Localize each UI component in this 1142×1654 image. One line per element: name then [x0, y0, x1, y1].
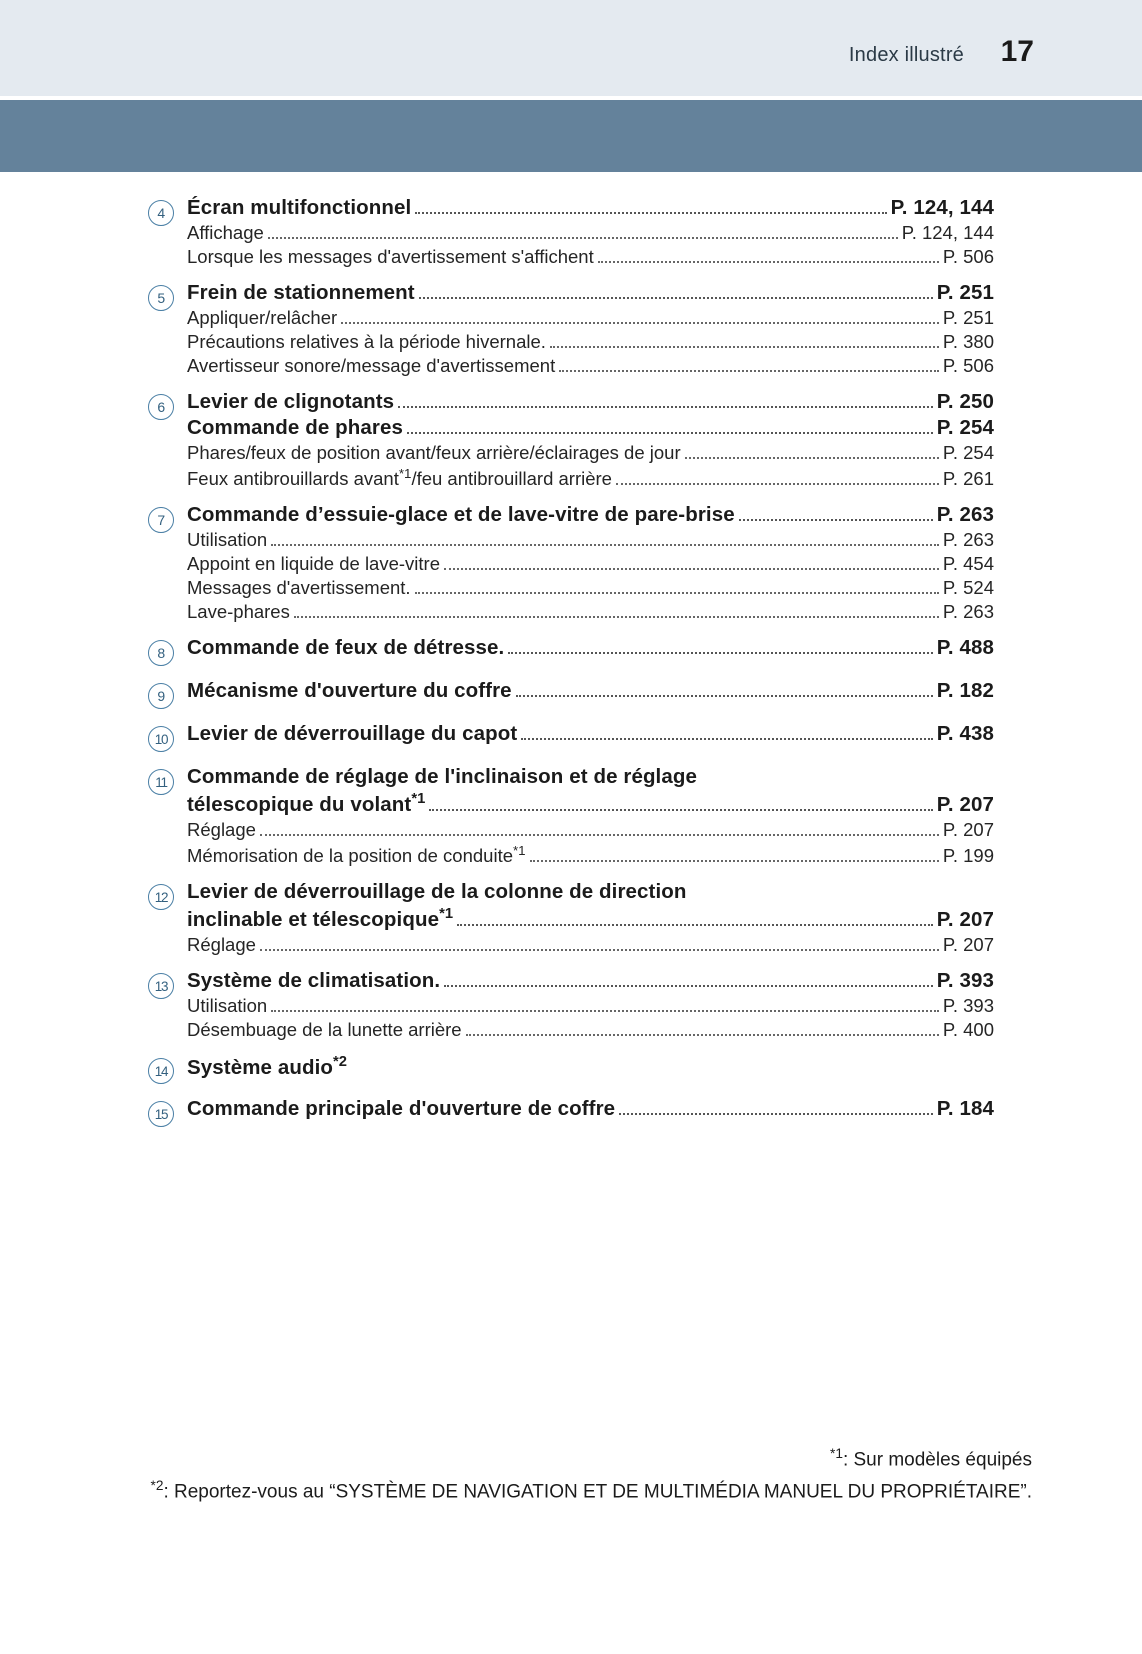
entry-page-reference: P. 124, 144 [890, 196, 994, 219]
dot-leader [415, 211, 886, 214]
entry-page-reference: P. 400 [942, 1018, 994, 1040]
index-subentry-line[interactable] [187, 1019, 994, 1041]
entry-page-reference: P. 454 [942, 553, 994, 575]
dot-leader [415, 591, 939, 594]
index-entry-line[interactable] [187, 196, 994, 220]
footnote-marker: *2 [150, 1478, 164, 1494]
dot-leader [530, 859, 939, 862]
dot-leader [598, 260, 939, 263]
entry-label: Utilisation [187, 529, 268, 551]
entry-page-reference: P. 199 [942, 845, 994, 867]
index-entry-line[interactable] [187, 416, 994, 440]
index-entry-line[interactable] [187, 1097, 994, 1121]
index-subentry-line[interactable] [187, 222, 994, 244]
index-entry[interactable] [148, 679, 994, 709]
page-number: 17 [1000, 35, 1034, 68]
index-entry-line[interactable] [187, 503, 994, 527]
entry-page-reference: P. 184 [936, 1096, 994, 1120]
entry-label: Réglage [187, 933, 256, 955]
dot-leader [457, 923, 933, 926]
illustrated-index-list [148, 196, 994, 1140]
entry-label: Commande de feux de détresse. [187, 636, 505, 660]
footnote-2: $^{*2}$: Reportez-vous au “SYSTÈME DE NAVIGATION ET DE MULTIMÉDIA MANUEL DU PROPRIÉTAIRE”. [150, 1478, 1032, 1503]
index-entry[interactable] [148, 722, 994, 752]
index-entry-line[interactable] [187, 390, 994, 414]
entry-number-badge: 14 [148, 1058, 174, 1084]
index-entry[interactable] [148, 880, 994, 956]
dot-leader [508, 651, 932, 654]
dot-leader [407, 431, 933, 434]
page-header-band [0, 0, 1142, 96]
entry-body [187, 765, 994, 867]
entry-number-badge: 10 [148, 726, 174, 752]
dot-leader [271, 1009, 939, 1012]
footnotes [120, 1444, 1032, 1506]
entry-label: Feux antibrouillards avant$^{*1}$/feu antibrouillard arrière [187, 466, 612, 490]
entry-page-reference: P. 251 [936, 281, 994, 304]
dot-leader [444, 984, 933, 987]
index-entry[interactable] [148, 503, 994, 623]
index-entry[interactable] [148, 196, 994, 268]
entry-page-reference: P. 207 [942, 818, 994, 840]
index-subentry-line[interactable] [187, 246, 994, 268]
entry-number-badge: 9 [148, 683, 174, 709]
footnote-marker: *2 [333, 1053, 347, 1070]
index-entry-line[interactable] [187, 679, 994, 703]
entry-page-reference: P. 251 [942, 307, 994, 328]
index-subentry-line[interactable] [187, 331, 994, 353]
entry-page-reference: P. 393 [936, 968, 994, 992]
dot-leader [616, 482, 939, 485]
entry-number-badge: 6 [148, 394, 174, 420]
footnote-marker: *1 [411, 791, 426, 808]
entry-label: Lorsque les messages d'avertissement s'affichent [187, 246, 594, 267]
dot-leader [516, 694, 933, 697]
entry-label: Système de climatisation. [187, 968, 441, 992]
entry-label: Avertisseur sonore/message d'avertissement [187, 355, 556, 376]
entry-label: Écran multifonctionnel [187, 196, 412, 219]
index-entry-line[interactable] [187, 1054, 994, 1080]
dot-leader [294, 615, 939, 618]
dot-leader [685, 456, 939, 459]
dot-leader [398, 405, 933, 408]
index-subentry-line[interactable] [187, 843, 994, 867]
index-entry[interactable] [148, 969, 994, 1041]
dot-leader [341, 321, 939, 324]
dot-leader [260, 948, 939, 951]
entry-label: Levier de déverrouillage de la colonne de direction [187, 880, 687, 904]
entry-label: Système audio$^{*2}$ [187, 1053, 347, 1079]
entry-label: télescopique du volant$^{*1}$ [187, 791, 426, 816]
dot-leader [268, 236, 898, 239]
entry-label: Mécanisme d'ouverture du coffre [187, 679, 512, 703]
index-subentry-line[interactable] [187, 553, 994, 575]
entry-body [187, 196, 994, 268]
entry-number-badge: 8 [148, 640, 174, 666]
entry-body [187, 1097, 994, 1121]
page-header-title: Index illustré [848, 44, 964, 66]
footnote-marker: *1 [439, 906, 454, 923]
footnote-marker: *1 [830, 1446, 843, 1462]
index-entry[interactable] [148, 390, 994, 490]
entry-page-reference: P. 380 [942, 331, 994, 352]
entry-number-badge: 13 [148, 973, 174, 999]
entry-page-reference: P. 263 [942, 601, 994, 623]
entry-label: Commande principale d'ouverture de coffre [187, 1096, 616, 1120]
entry-page-reference: P. 261 [942, 468, 994, 490]
dot-leader [444, 567, 939, 570]
dot-leader [521, 737, 933, 740]
entry-label: Commande de réglage de l'inclinaison et de réglage [187, 765, 697, 789]
index-subentry-line[interactable] [187, 442, 994, 464]
entry-body [187, 880, 994, 956]
dot-leader [619, 1112, 933, 1115]
dot-leader [419, 296, 933, 299]
entry-body [187, 1054, 994, 1080]
entry-label: Réglage [187, 818, 256, 840]
entry-number-badge: 15 [148, 1101, 174, 1127]
index-entry[interactable] [148, 1054, 994, 1084]
index-subentry-line[interactable] [187, 995, 994, 1017]
index-subentry-line[interactable] [187, 601, 994, 623]
entry-page-reference: P. 263 [936, 503, 994, 527]
entry-label: inclinable et télescopique$^{*1}$ [187, 906, 454, 931]
index-subentry-line[interactable] [187, 466, 994, 490]
entry-label: Commande d’essuie-glace et de lave-vitre de pare-brise [187, 503, 735, 527]
entry-label: Messages d'avertissement. [187, 577, 411, 599]
index-entry-line[interactable] [187, 722, 994, 746]
dot-leader [739, 518, 933, 521]
dot-leader [550, 345, 939, 348]
entry-number-badge: 11 [148, 769, 174, 795]
entry-label: Utilisation [187, 994, 268, 1016]
entry-page-reference: P. 524 [942, 577, 994, 599]
entry-label: Commande de phares [187, 416, 403, 439]
entry-page-reference: P. 393 [942, 994, 994, 1016]
dot-leader [559, 369, 939, 372]
entry-number-badge: 12 [148, 884, 174, 910]
index-entry[interactable] [148, 1097, 994, 1127]
entry-label: Précautions relatives à la période hivernale. [187, 331, 546, 352]
index-entry-line[interactable] [187, 880, 994, 904]
entry-number-badge: 4 [148, 200, 174, 226]
entry-label: Appoint en liquide de lave-vitre [187, 553, 440, 575]
entry-label: Affichage [187, 222, 264, 243]
footnote-marker: *1 [513, 842, 526, 858]
entry-label: Appliquer/relâcher [187, 307, 338, 328]
entry-page-reference: P. 207 [936, 907, 994, 931]
entry-page-reference: P. 438 [936, 722, 994, 746]
entry-number-badge: 7 [148, 507, 174, 533]
entry-page-reference: P. 263 [942, 529, 994, 551]
index-entry-line[interactable] [187, 765, 994, 789]
entry-page-reference: P. 250 [936, 390, 994, 413]
entry-label: Levier de clignotants [187, 390, 395, 413]
header-color-bar [0, 100, 1142, 172]
entry-body [187, 503, 994, 623]
index-entry-line[interactable] [187, 791, 994, 817]
entry-label: Désembuage de la lunette arrière [187, 1018, 462, 1040]
index-subentry-line[interactable] [187, 819, 994, 841]
index-entry-line[interactable] [187, 969, 994, 993]
entry-page-reference: P. 506 [942, 355, 994, 376]
footnote-marker: *1 [398, 466, 412, 481]
dot-leader [260, 833, 939, 836]
entry-page-reference: P. 207 [936, 792, 994, 816]
entry-body [187, 390, 994, 490]
index-subentry-line[interactable] [187, 934, 994, 956]
index-entry[interactable] [148, 636, 994, 666]
index-entry-line[interactable] [187, 906, 994, 932]
footnote-1: $^{*1}$: Sur modèles équipés [830, 1446, 1032, 1471]
entry-page-reference: P. 182 [936, 679, 994, 703]
index-subentry-line[interactable] [187, 307, 994, 329]
dot-leader [351, 1073, 990, 1074]
entry-page-reference: P. 254 [942, 442, 994, 463]
entry-body [187, 679, 994, 703]
index-entry-line[interactable] [187, 636, 994, 660]
index-entry-line[interactable] [187, 281, 994, 305]
entry-page-reference: P. 207 [942, 933, 994, 955]
entry-body [187, 636, 994, 660]
entry-body [187, 722, 994, 746]
entry-label: Phares/feux de position avant/feux arrière/éclairages de jour [187, 442, 681, 463]
dot-leader [466, 1033, 939, 1036]
dot-leader [429, 808, 932, 811]
dot-leader [701, 782, 990, 783]
dot-leader [691, 897, 990, 898]
entry-body [187, 281, 994, 377]
entry-page-reference: P. 506 [942, 246, 994, 267]
dot-leader [271, 543, 939, 546]
entry-label: Frein de stationnement [187, 281, 415, 304]
entry-body [187, 969, 994, 1041]
entry-page-reference: P. 488 [936, 636, 994, 660]
index-subentry-line[interactable] [187, 577, 994, 599]
entry-page-reference: P. 124, 144 [901, 222, 994, 243]
entry-label: Mémorisation de la position de conduite$^{*1}$ [187, 842, 526, 867]
entry-page-reference: P. 254 [936, 416, 994, 439]
entry-label: Levier de déverrouillage du capot [187, 722, 518, 746]
index-subentry-line[interactable] [187, 355, 994, 377]
index-subentry-line[interactable] [187, 529, 994, 551]
entry-label: Lave-phares [187, 601, 290, 623]
index-entry[interactable] [148, 281, 994, 377]
index-entry[interactable] [148, 765, 994, 867]
entry-number-badge: 5 [148, 285, 174, 311]
